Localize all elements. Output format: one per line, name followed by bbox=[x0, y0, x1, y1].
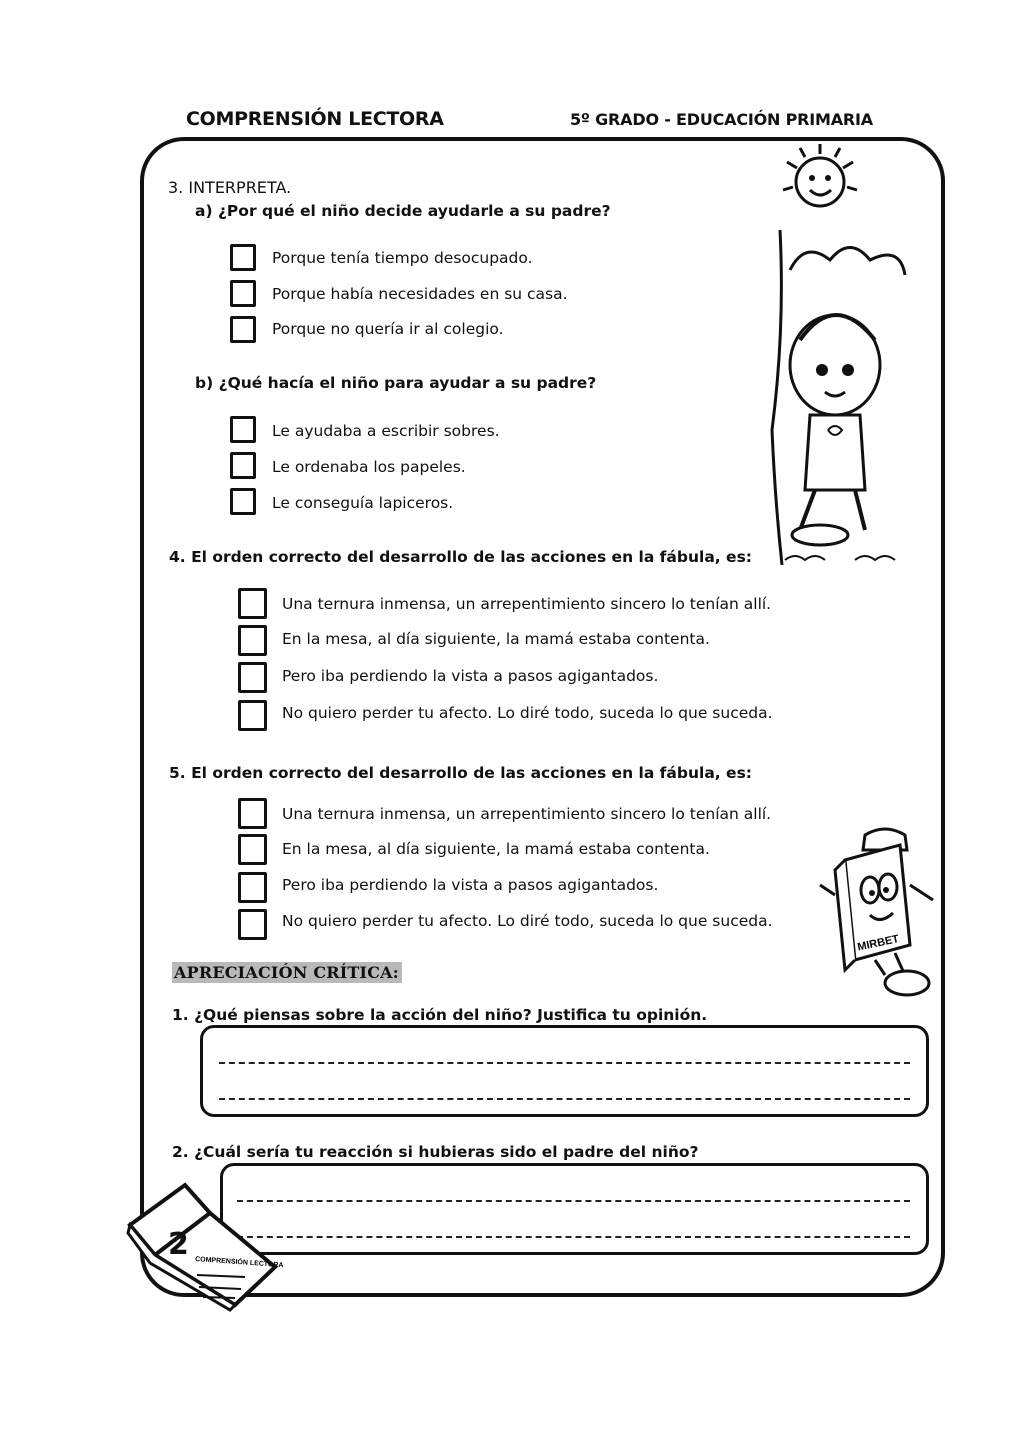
critical-appreciation-title: APRECIACIÓN CRÍTICA: bbox=[172, 962, 402, 983]
option-4-3: Pero iba perdiendo la vista a pasos agigantados. bbox=[282, 667, 659, 685]
checkbox-3a-3[interactable] bbox=[230, 316, 256, 343]
answer-box-1[interactable] bbox=[200, 1025, 929, 1117]
option-3b-3: Le conseguía lapiceros. bbox=[272, 494, 454, 512]
option-3a-1: Porque tenía tiempo desocupado. bbox=[272, 249, 533, 267]
checkbox-4-1[interactable] bbox=[238, 588, 267, 619]
option-4-4: No quiero perder tu afecto. Lo diré todo, suceda lo que suceda. bbox=[282, 704, 773, 722]
option-4-1: Una ternura inmensa, un arrepentimiento sincero lo tenían allí. bbox=[282, 595, 772, 613]
answer-line bbox=[219, 1062, 910, 1064]
checkbox-3b-3[interactable] bbox=[230, 488, 256, 515]
book-icon bbox=[125, 1175, 285, 1315]
checkbox-4-2[interactable] bbox=[238, 625, 267, 656]
grade-label: 5º GRADO - EDUCACIÓN PRIMARIA bbox=[570, 110, 873, 129]
option-5-4: No quiero perder tu afecto. Lo diré todo, suceda lo que suceda. bbox=[282, 912, 773, 930]
book-icon-label: COMPRENSIÓN LECTORA bbox=[194, 1256, 284, 1270]
checkbox-3b-1[interactable] bbox=[230, 416, 256, 443]
option-3a-2: Porque había necesidades en su casa. bbox=[272, 285, 568, 303]
checkbox-5-4[interactable] bbox=[238, 909, 267, 940]
question-3b: b) ¿Qué hacía el niño para ayudar a su padre? bbox=[195, 374, 597, 392]
checkbox-3b-2[interactable] bbox=[230, 452, 256, 479]
option-5-1: Una ternura inmensa, un arrepentimiento sincero lo tenían allí. bbox=[282, 805, 772, 823]
option-3b-1: Le ayudaba a escribir sobres. bbox=[272, 422, 500, 440]
question-4: 4. El orden correcto del desarrollo de las acciones en la fábula, es: bbox=[169, 548, 752, 566]
answer-line bbox=[237, 1236, 910, 1238]
option-5-2: En la mesa, al día siguiente, la mamá estaba contenta. bbox=[282, 840, 710, 858]
answer-line bbox=[237, 1200, 910, 1202]
checkbox-3a-2[interactable] bbox=[230, 280, 256, 307]
checkbox-4-4[interactable] bbox=[238, 700, 267, 731]
critical-question-2: 2. ¿Cuál sería tu reacción si hubieras sido el padre del niño? bbox=[172, 1143, 699, 1161]
mascot-label: MIRBET bbox=[856, 933, 901, 954]
page-number: 2 bbox=[168, 1227, 189, 1262]
question-5: 5. El orden correcto del desarrollo de las acciones en la fábula, es: bbox=[169, 764, 752, 782]
checkbox-4-3[interactable] bbox=[238, 662, 267, 693]
answer-box-2[interactable] bbox=[220, 1163, 929, 1255]
sun-icon bbox=[775, 140, 865, 220]
checkbox-5-3[interactable] bbox=[238, 872, 267, 903]
checkbox-5-2[interactable] bbox=[238, 834, 267, 865]
critical-question-1: 1. ¿Qué piensas sobre la acción del niño? Justifica tu opinión. bbox=[172, 1006, 708, 1024]
girl-illustration bbox=[760, 230, 910, 575]
option-4-2: En la mesa, al día siguiente, la mamá estaba contenta. bbox=[282, 630, 710, 648]
section-3-heading: 3. INTERPRETA. bbox=[168, 178, 292, 197]
option-5-3: Pero iba perdiendo la vista a pasos agigantados. bbox=[282, 876, 659, 894]
book-mascot-illustration bbox=[815, 825, 940, 1000]
answer-line bbox=[219, 1098, 910, 1100]
document-title: COMPRENSIÓN LECTORA bbox=[186, 108, 444, 130]
option-3b-2: Le ordenaba los papeles. bbox=[272, 458, 466, 476]
checkbox-5-1[interactable] bbox=[238, 798, 267, 829]
question-3a: a) ¿Por qué el niño decide ayudarle a su padre? bbox=[195, 202, 611, 220]
option-3a-3: Porque no quería ir al colegio. bbox=[272, 320, 504, 338]
checkbox-3a-1[interactable] bbox=[230, 244, 256, 271]
